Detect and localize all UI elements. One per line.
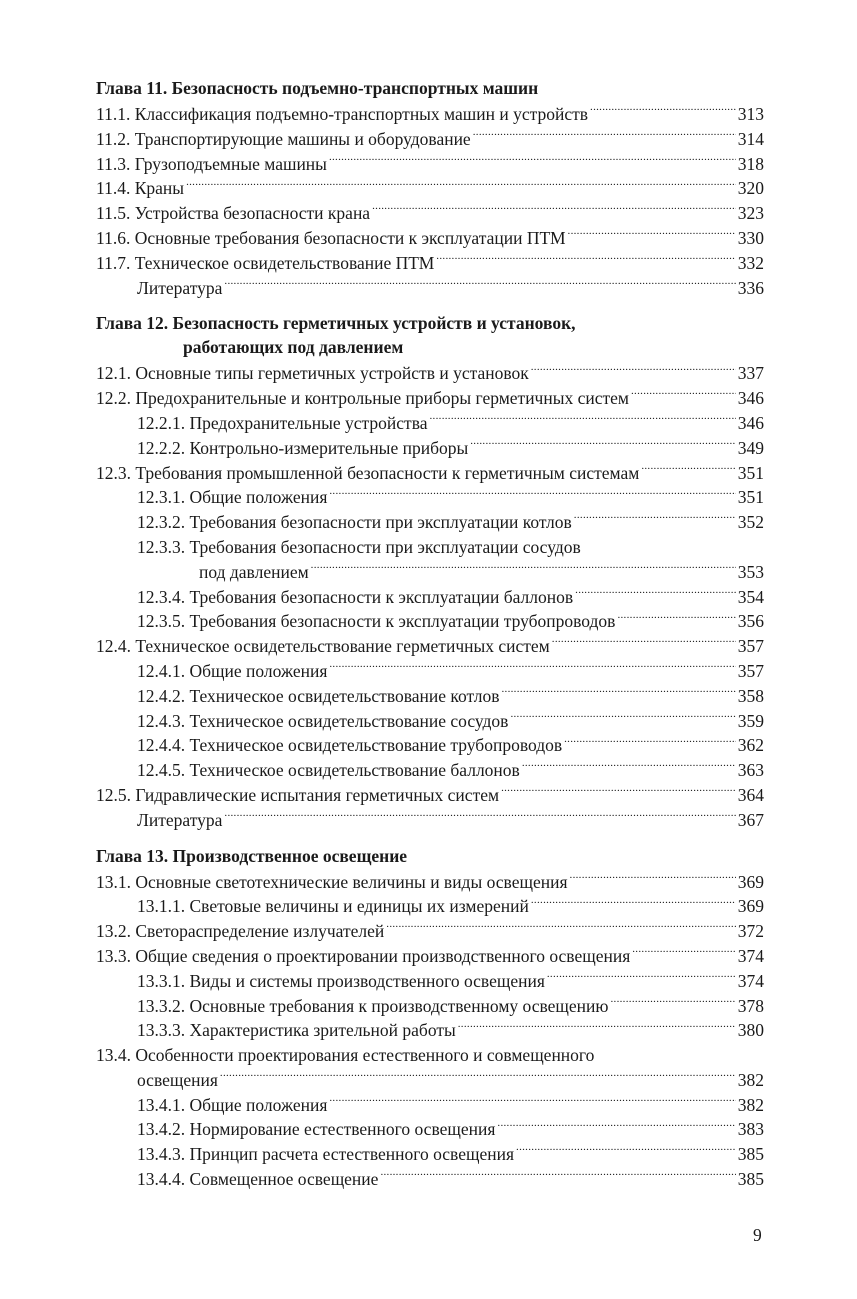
toc-subentry: 13.1.1. Световые величины и единицы их измерений ..... 369: [96, 894, 764, 919]
toc-subentry: 13.3.3. Характеристика зрительной работы ..... 380: [96, 1018, 764, 1043]
toc-entry: 11.1. Классификация подъемно-транспортных машин и устройств ..... 313: [96, 102, 764, 127]
toc-subentry: 12.3.1. Общие положения ..... 351: [96, 485, 764, 510]
toc-entry: 12.5. Гидравлические испытания герметичных систем ..... 364: [96, 783, 764, 808]
toc-entry: 12.2. Предохранительные и контрольные приборы герметичных систем ..... 346: [96, 386, 764, 411]
table-of-contents: [96, 76, 764, 1192]
chapter-title: Глава 11. Безопасность подъемно-транспортных машин: [96, 78, 539, 98]
toc-entry: 13.3. Общие сведения о проектировании производственного освещения ..... 374: [96, 944, 764, 969]
toc-subentry: 13.4.1. Общие положения ..... 382: [96, 1093, 764, 1118]
toc-subentry: 12.3.5. Требования безопасности к эксплуатации трубопроводов ..... 356: [96, 609, 764, 634]
toc-entry: 12.3. Требования промышленной безопасности к герметичным системам ..... 351: [96, 461, 764, 486]
toc-subentry: 12.2.2. Контрольно-измерительные приборы ..... 349: [96, 436, 764, 461]
toc-subentry: 12.4.4. Техническое освидетельствование трубопроводов ..... 362: [96, 733, 764, 758]
toc-entry-line2: освещения ..... 382: [96, 1068, 764, 1093]
toc-entry-literature: Литература ..... 367: [96, 808, 764, 833]
toc-entry-line1: 13.4. Особенности проектирования естественного и совмещенного: [96, 1045, 595, 1066]
toc-entry: 11.6. Основные требования безопасности к эксплуатации ПТМ ..... 330: [96, 226, 764, 251]
toc-subentry: 12.4.1. Общие положения ..... 357: [96, 659, 764, 684]
chapter-title: Глава 12. Безопасность герметичных устройств и установок, работающих под давлением: [96, 313, 576, 358]
toc-subentry: 13.3.1. Виды и системы производственного освещения ..... 374: [96, 969, 764, 994]
toc-subentry: 13.3.2. Основные требования к производственному освещению ..... 378: [96, 994, 764, 1019]
toc-subentry: 12.4.5. Техническое освидетельствование баллонов ..... 363: [96, 758, 764, 783]
toc-subentry: 12.4.2. Техническое освидетельствование котлов ..... 358: [96, 684, 764, 709]
toc-entry: 11.5. Устройства безопасности крана ..... 323: [96, 201, 764, 226]
toc-entry: 11.3. Грузоподъемные машины ..... 318: [96, 152, 764, 177]
toc-subentry: 12.2.1. Предохранительные устройства ..... 346: [96, 411, 764, 436]
toc-subentry: 12.3.4. Требования безопасности к эксплуатации баллонов ..... 354: [96, 585, 764, 610]
toc-entry: 12.4. Техническое освидетельствование герметичных систем ..... 357: [96, 634, 764, 659]
page-number: 9: [753, 1225, 762, 1245]
toc-subentry: 13.4.4. Совмещенное освещение ..... 385: [96, 1167, 764, 1192]
toc-subentry: 13.4.2. Нормирование естественного освещения ..... 383: [96, 1117, 764, 1142]
toc-entry: 11.2. Транспортирующие машины и оборудование ..... 314: [96, 127, 764, 152]
toc-entry: 11.7. Техническое освидетельствование ПТМ ..... 332: [96, 251, 764, 276]
toc-subentry: 12.4.3. Техническое освидетельствование сосудов ..... 359: [96, 709, 764, 734]
toc-subentry: 13.4.3. Принцип расчета естественного освещения ..... 385: [96, 1142, 764, 1167]
toc-entry: 13.2. Светораспределение излучателей ..... 372: [96, 919, 764, 944]
toc-entry: 11.4. Краны ..... 320: [96, 176, 764, 201]
toc-subentry-line2: под давлением ..... 353: [96, 560, 764, 585]
chapter-title: Глава 13. Производственное освещение: [96, 845, 408, 866]
toc-entry: 13.1. Основные светотехнические величины и виды освещения ..... 369: [96, 870, 764, 895]
toc-entry: 12.1. Основные типы герметичных устройств и установок ..... 337: [96, 361, 764, 386]
toc-subentry-line1: 12.3.3. Требования безопасности при эксплуатации сосудов: [137, 536, 581, 557]
toc-entry-literature: Литература ..... 336: [96, 276, 764, 301]
toc-subentry: 12.3.2. Требования безопасности при эксплуатации котлов ..... 352: [96, 510, 764, 535]
